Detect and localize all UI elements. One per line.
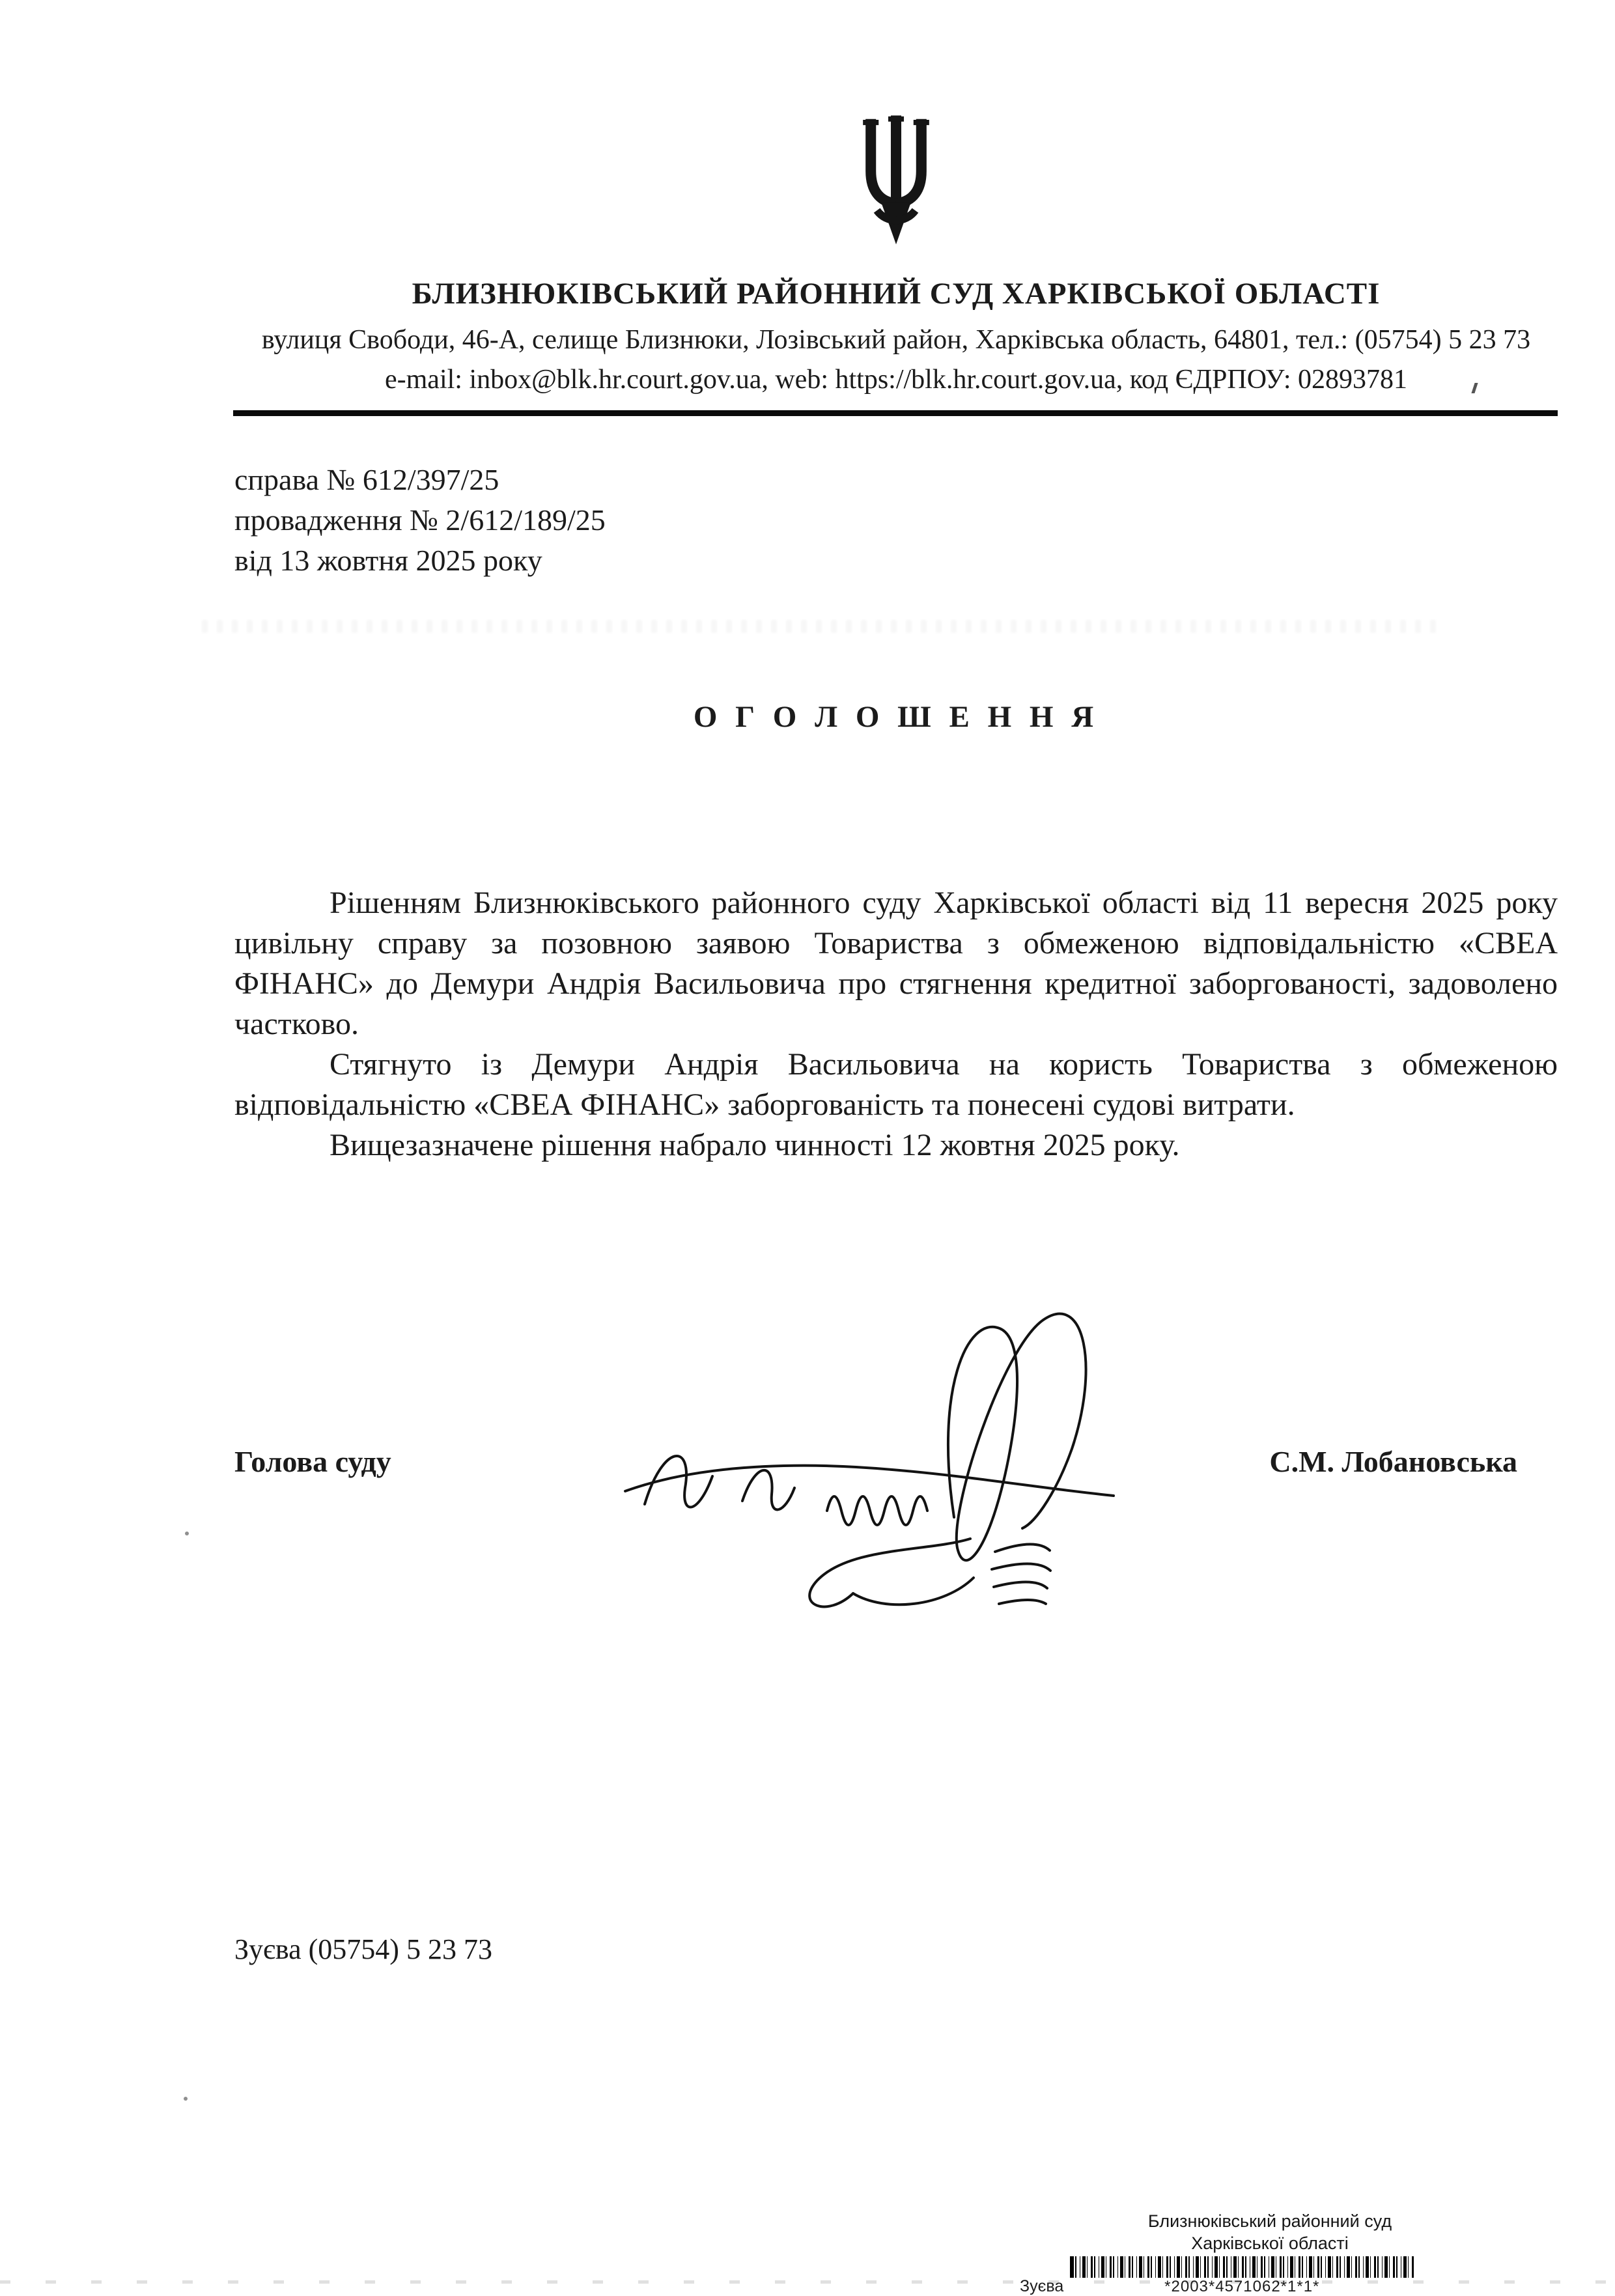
court-contact-block [195,320,1597,400]
signatory-role: Голова суду [234,1445,391,1478]
barcode-text: *2003*4571062*1*1* [1164,2278,1320,2295]
stamp-court-line2: Харківської області [1191,2233,1349,2253]
stamp-court-lines [990,2210,1550,2254]
body-paragraph: Вищезазначене рішення набрало чинності 12 жовтня 2025 року. [330,1128,1180,1162]
document-title: О Г О Л О Ш Е Н Н Я [693,700,1099,734]
case-number-line: справа № 612/397/25 [234,463,499,496]
barcode-wrap [1070,2256,1414,2296]
signatory-name: С.М. Лобановська [1269,1445,1517,1478]
proceeding-number-line: провадження № 2/612/189/25 [234,503,606,537]
court-address-line: вулиця Свободи, 46-А, селище Близнюки, Лозівський район, Харківська область, 64801, тел.: (05754) 5 23 73 [261,325,1531,355]
document-body [234,883,1558,1166]
trident-svg [849,112,944,251]
stamp-court-line1: Близнюківський районний суд [1147,2211,1392,2231]
case-date-line: від 13 жовтня 2025 року [234,544,542,577]
barcode-row [1020,2256,1563,2296]
stamp-clerk-name: Зуєва [1020,2277,1064,2295]
clerk-contact-line: Зуєва (05754) 5 23 73 [234,1933,492,1965]
scan-ghost-band [202,620,1439,633]
court-name-heading: БЛИЗНЮКІВСЬКИЙ РАЙОННИЙ СУД ХАРКІВСЬКОЇ ОБЛАСТІ [412,277,1381,311]
ukraine-trident-emblem-icon [849,112,944,251]
signature-row [234,1444,1558,1479]
scan-dot-artifact [185,1532,189,1535]
body-paragraph: Рішенням Близнюківського районного суду Харківської області від 11 вересня 2025 року цивільну справу за позовною заявою Товариства з обмеженою відповідальністю «СВЕА ФІНАНС» до Демури Андрія Васильовича про стягнення кредитної заборгованості, задоволено частково. [234,886,1558,1041]
header-divider-rule [233,410,1558,416]
barcode [1070,2256,1414,2278]
scan-edge-noise [0,2280,1615,2284]
case-info-block [234,460,606,581]
court-contact-line: e-mail: inbox@blk.hr.court.gov.ua, web: https://blk.hr.court.gov.ua, код ЄДРПОУ: 02893781 [385,365,1407,395]
scan-dot-artifact [184,2097,188,2101]
body-paragraph: Стягнуто із Демури Андрія Васильовича на користь Товариства з обмеженою відповідальністю «СВЕА ФІНАНС» заборгованість та понесені судові витрати. [234,1047,1558,1122]
